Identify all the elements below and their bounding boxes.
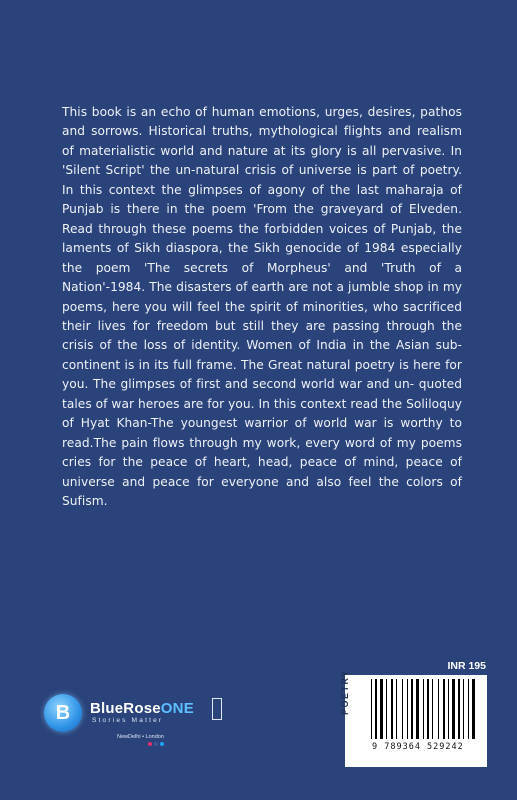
publisher-badge-icon [212, 698, 222, 720]
publisher-website: www.BlueRoseOne.com [380, 753, 461, 760]
social-icons [148, 742, 166, 747]
genre-label: POETRY [340, 669, 350, 715]
logo-letter: B [55, 702, 71, 724]
isbn-number: 9 789364 529242 [372, 742, 464, 752]
publisher-tagline: Stories Matter [92, 717, 164, 724]
barcode-icon [371, 679, 476, 739]
publisher-cities: NewDelhi • London [117, 734, 164, 740]
publisher-name-part1: BlueRose [90, 700, 161, 717]
publisher-name-part2: ONE [160, 700, 194, 717]
facebook-icon [154, 742, 158, 746]
price-label: INR 195 [447, 660, 486, 672]
publisher-name [90, 700, 194, 717]
twitter-icon [160, 742, 164, 746]
publisher-logo [44, 694, 82, 732]
instagram-icon [148, 742, 152, 746]
back-cover-blurb: This book is an echo of human emotions, urges, desires, pathos and sorrows. Historical truths, mythological flights and realism of materialistic world and nature at its glory is all pervasive. In 'Silent Script' the un-natural crisis of universe is part of poetry. In this context the glimpses of agony of the last maharaja of Punjab is there in the poem 'From the graveyard of Elveden. Read through these poems the forbidden voices of Punjab, the laments of Sikh diaspora, the Sikh genocide of 1984 especially the poem 'The secrets of Morpheus' and 'Truth of a Nation'-1984. The disasters of earth are not a jumble shop in my poems, here you will feel the spirit of minorities, who sacrificed their lives for freedom but still they are passing through the crisis of the loss of identity. Women of India in the Asian sub- continent is in its full frame. The Great natural poetry is here for you. The glimpses of first and second world war and un- quoted tales of war heroes are for you. In this context read the Soliloquy of Hyat Khan-The youngest warrior of world war is worthy to read.The pain flows through my work, every word of my poems cries for the peace of heart, head, peace of mind, peace of universe and peace for everyone and also feel the colors of Sufism. [62, 105, 462, 509]
